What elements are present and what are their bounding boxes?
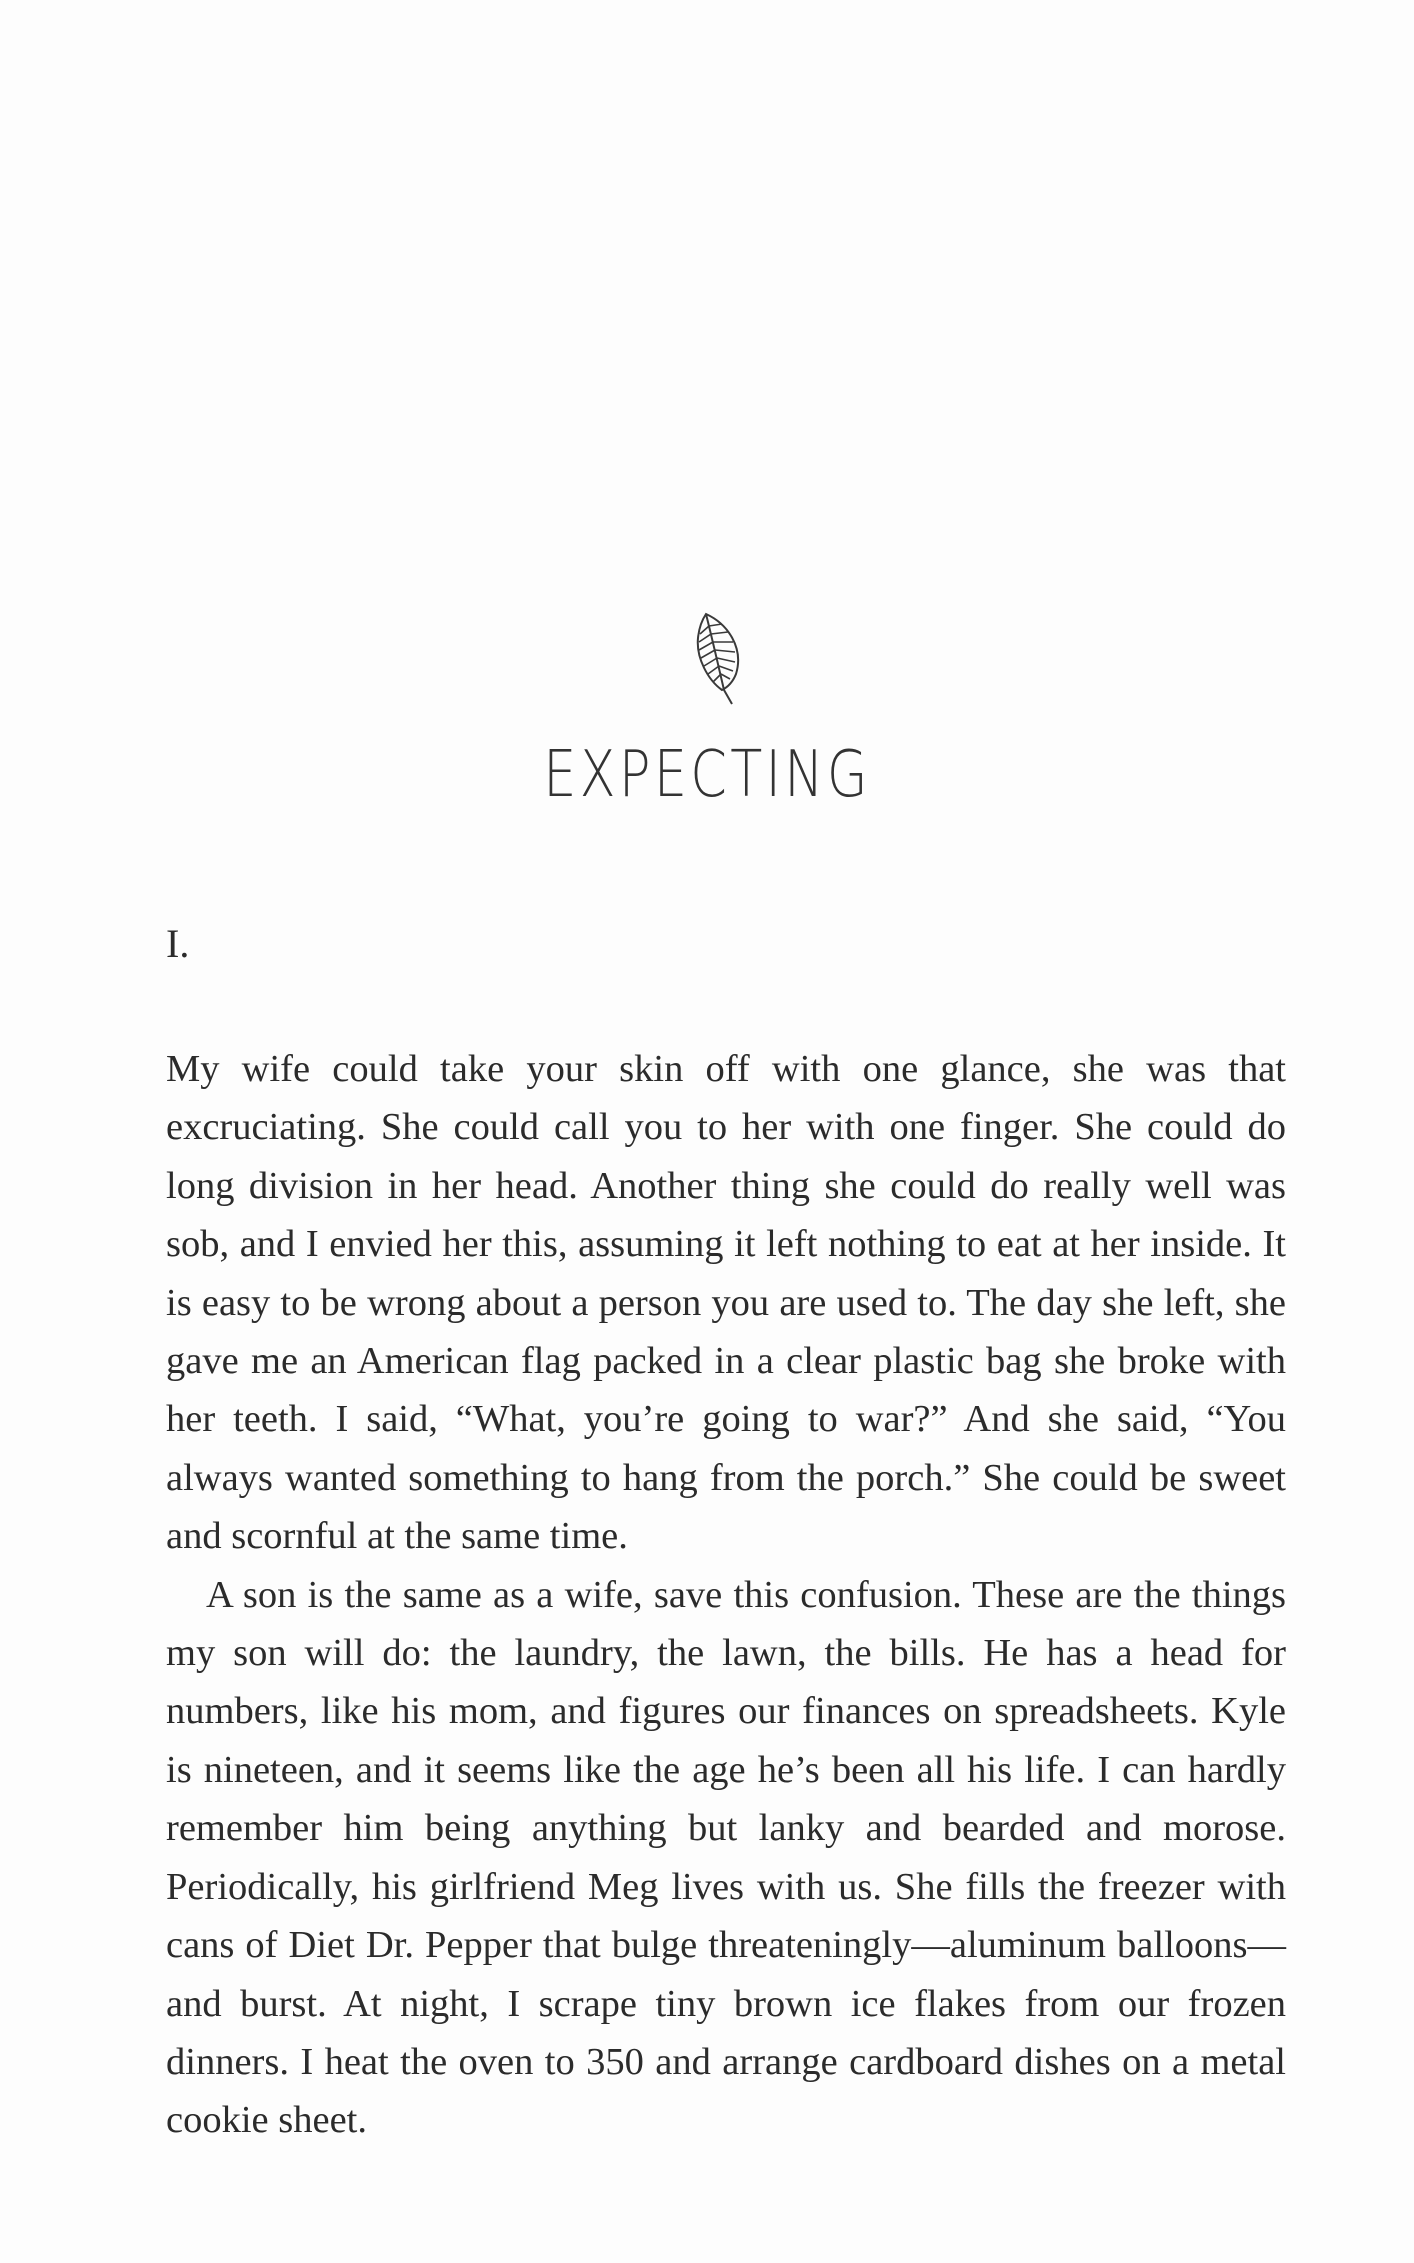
chapter-title: EXPECTING <box>543 738 871 812</box>
paragraph: My wife could take your skin off with one glance, she was that excruciating. She could call you to her with one finger. She could do long division in her head. Another thing she could do really well was sob, and I envied her this, assuming it left nothing to eat at her inside. It is easy to be wrong about a person you are used to. The day she left, she gave me an American flag packed in a clear plastic bag she broke with her teeth. I said, “What, you’re going to war?” And she said, “You always wanted something to hang from the porch.” She could be sweet and scornful at the same time. <box>166 1048 1286 1558</box>
leaf-icon <box>688 608 748 708</box>
section-number: I. <box>166 921 190 966</box>
paragraph: A son is the same as a wife, save this confusion. These are the things my son will do: the laundry, the lawn, the bills. He has a head for numbers, like his mom, and figures our finances on spreadsheets. Kyle is nineteen, and it seems like the age he’s been all his life. I can hardly remember him being anything but lanky and bearded and morose. Periodically, his girlfriend Meg lives with us. She fills the freezer with cans of Diet Dr. Pepper that bulge threateningly—aluminum balloons—and burst. At night, I scrape tiny brown ice flakes from our frozen dinners. I heat the oven to 350 and arrange cardboard dishes on a metal cookie sheet. <box>166 1573 1286 2142</box>
body-text <box>166 1040 1286 2150</box>
